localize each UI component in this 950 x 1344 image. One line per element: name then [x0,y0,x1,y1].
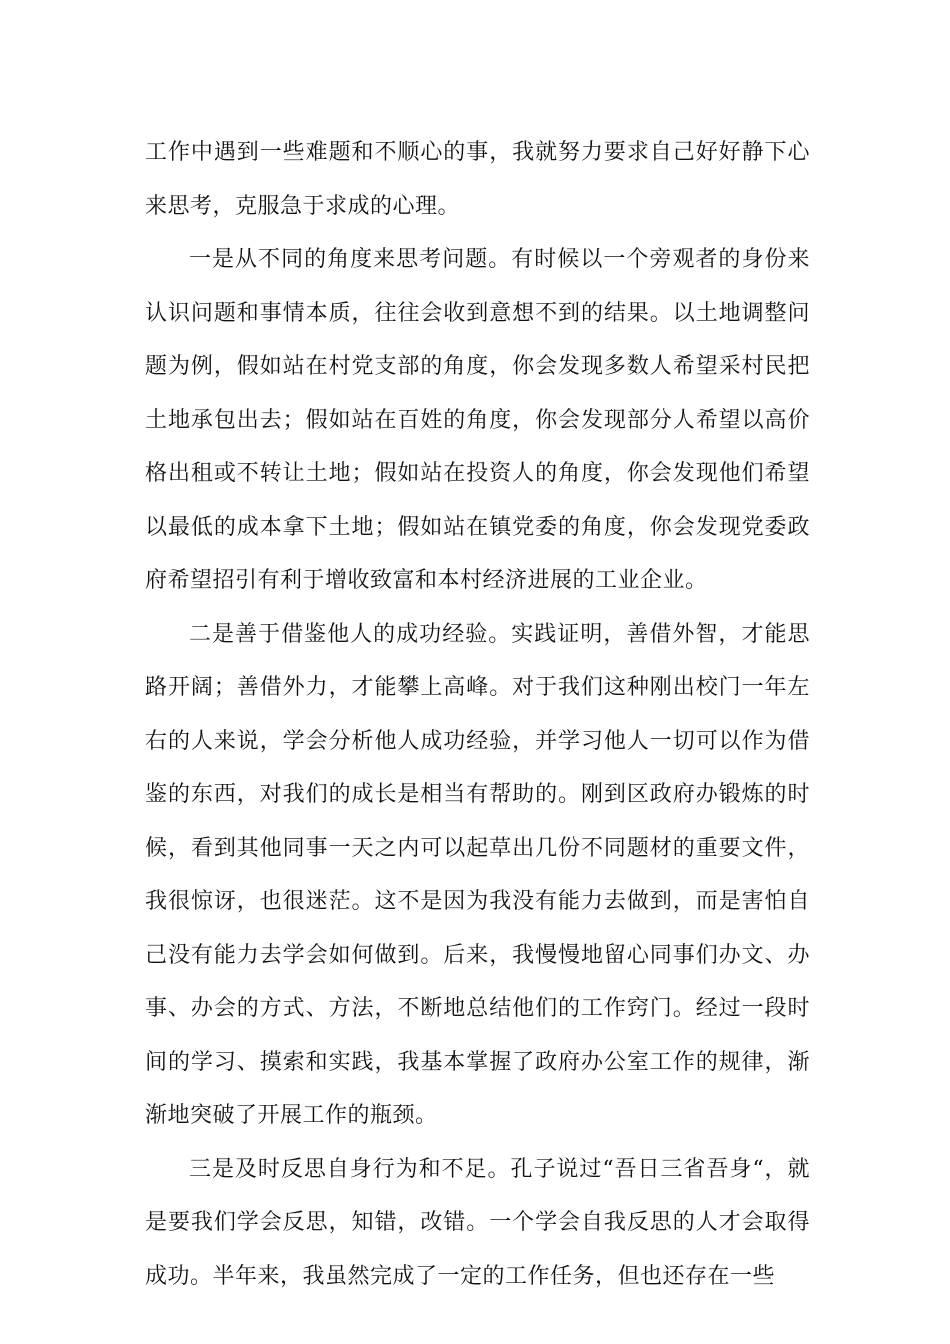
paragraph-self-reflection: 三是及时反思自身行为和不足。孔子说过“吾日三省吾身“，就是要我们学会反思，知错，改错。一个学会自我反思的人才会取得成功。半年来，我虽然完成了一定的工作任务，但也还存在一些 [145,1156,810,1289]
document-body [145,126,810,1303]
paragraph-continuation: 工作中遇到一些难题和不顺心的事，我就努力要求自己好好静下心来思考，克服急于求成的心理。 [145,140,810,219]
paragraph-learn-from-others: 二是善于借鉴他人的成功经验。实践证明，善借外智，才能思路开阔；善借外力，才能攀上高峰。对于我们这种刚出校门一年左右的人来说，学会分析他人成功经验，并学习他人一切可以作为借鉴的东西，对我们的成长是相当有帮助的。刚到区政府办锻炼的时候，看到其他同事一天之内可以起草出几份不同题材的重要文件，我很惊讶，也很迷茫。这不是因为我没有能力去做到，而是害怕自己没有能力去学会如何做到。后来，我慢慢地留心同事们办文、办事、办会的方式、方法，不断地总结他们的工作窍门。经过一段时间的学习、摸索和实践，我基本掌握了政府办公室工作的规律，渐渐地突破了开展工作的瓶颈。 [145,621,810,1128]
paragraph-different-angles: 一是从不同的角度来思考问题。有时候以一个旁观者的身份来认识问题和事情本质，往往会收到意想不到的结果。以土地调整问题为例，假如站在村党支部的角度，你会发现多数人希望采村民把土地承包出去；假如站在百姓的角度，你会发现部分人希望以高价格出租或不转让土地；假如站在投资人的角度，你会发现他们希望以最低的成本拿下土地；假如站在镇党委的角度，你会发现党委政府希望招引有利于增收致富和本村经济进展的工业企业。 [145,247,810,593]
